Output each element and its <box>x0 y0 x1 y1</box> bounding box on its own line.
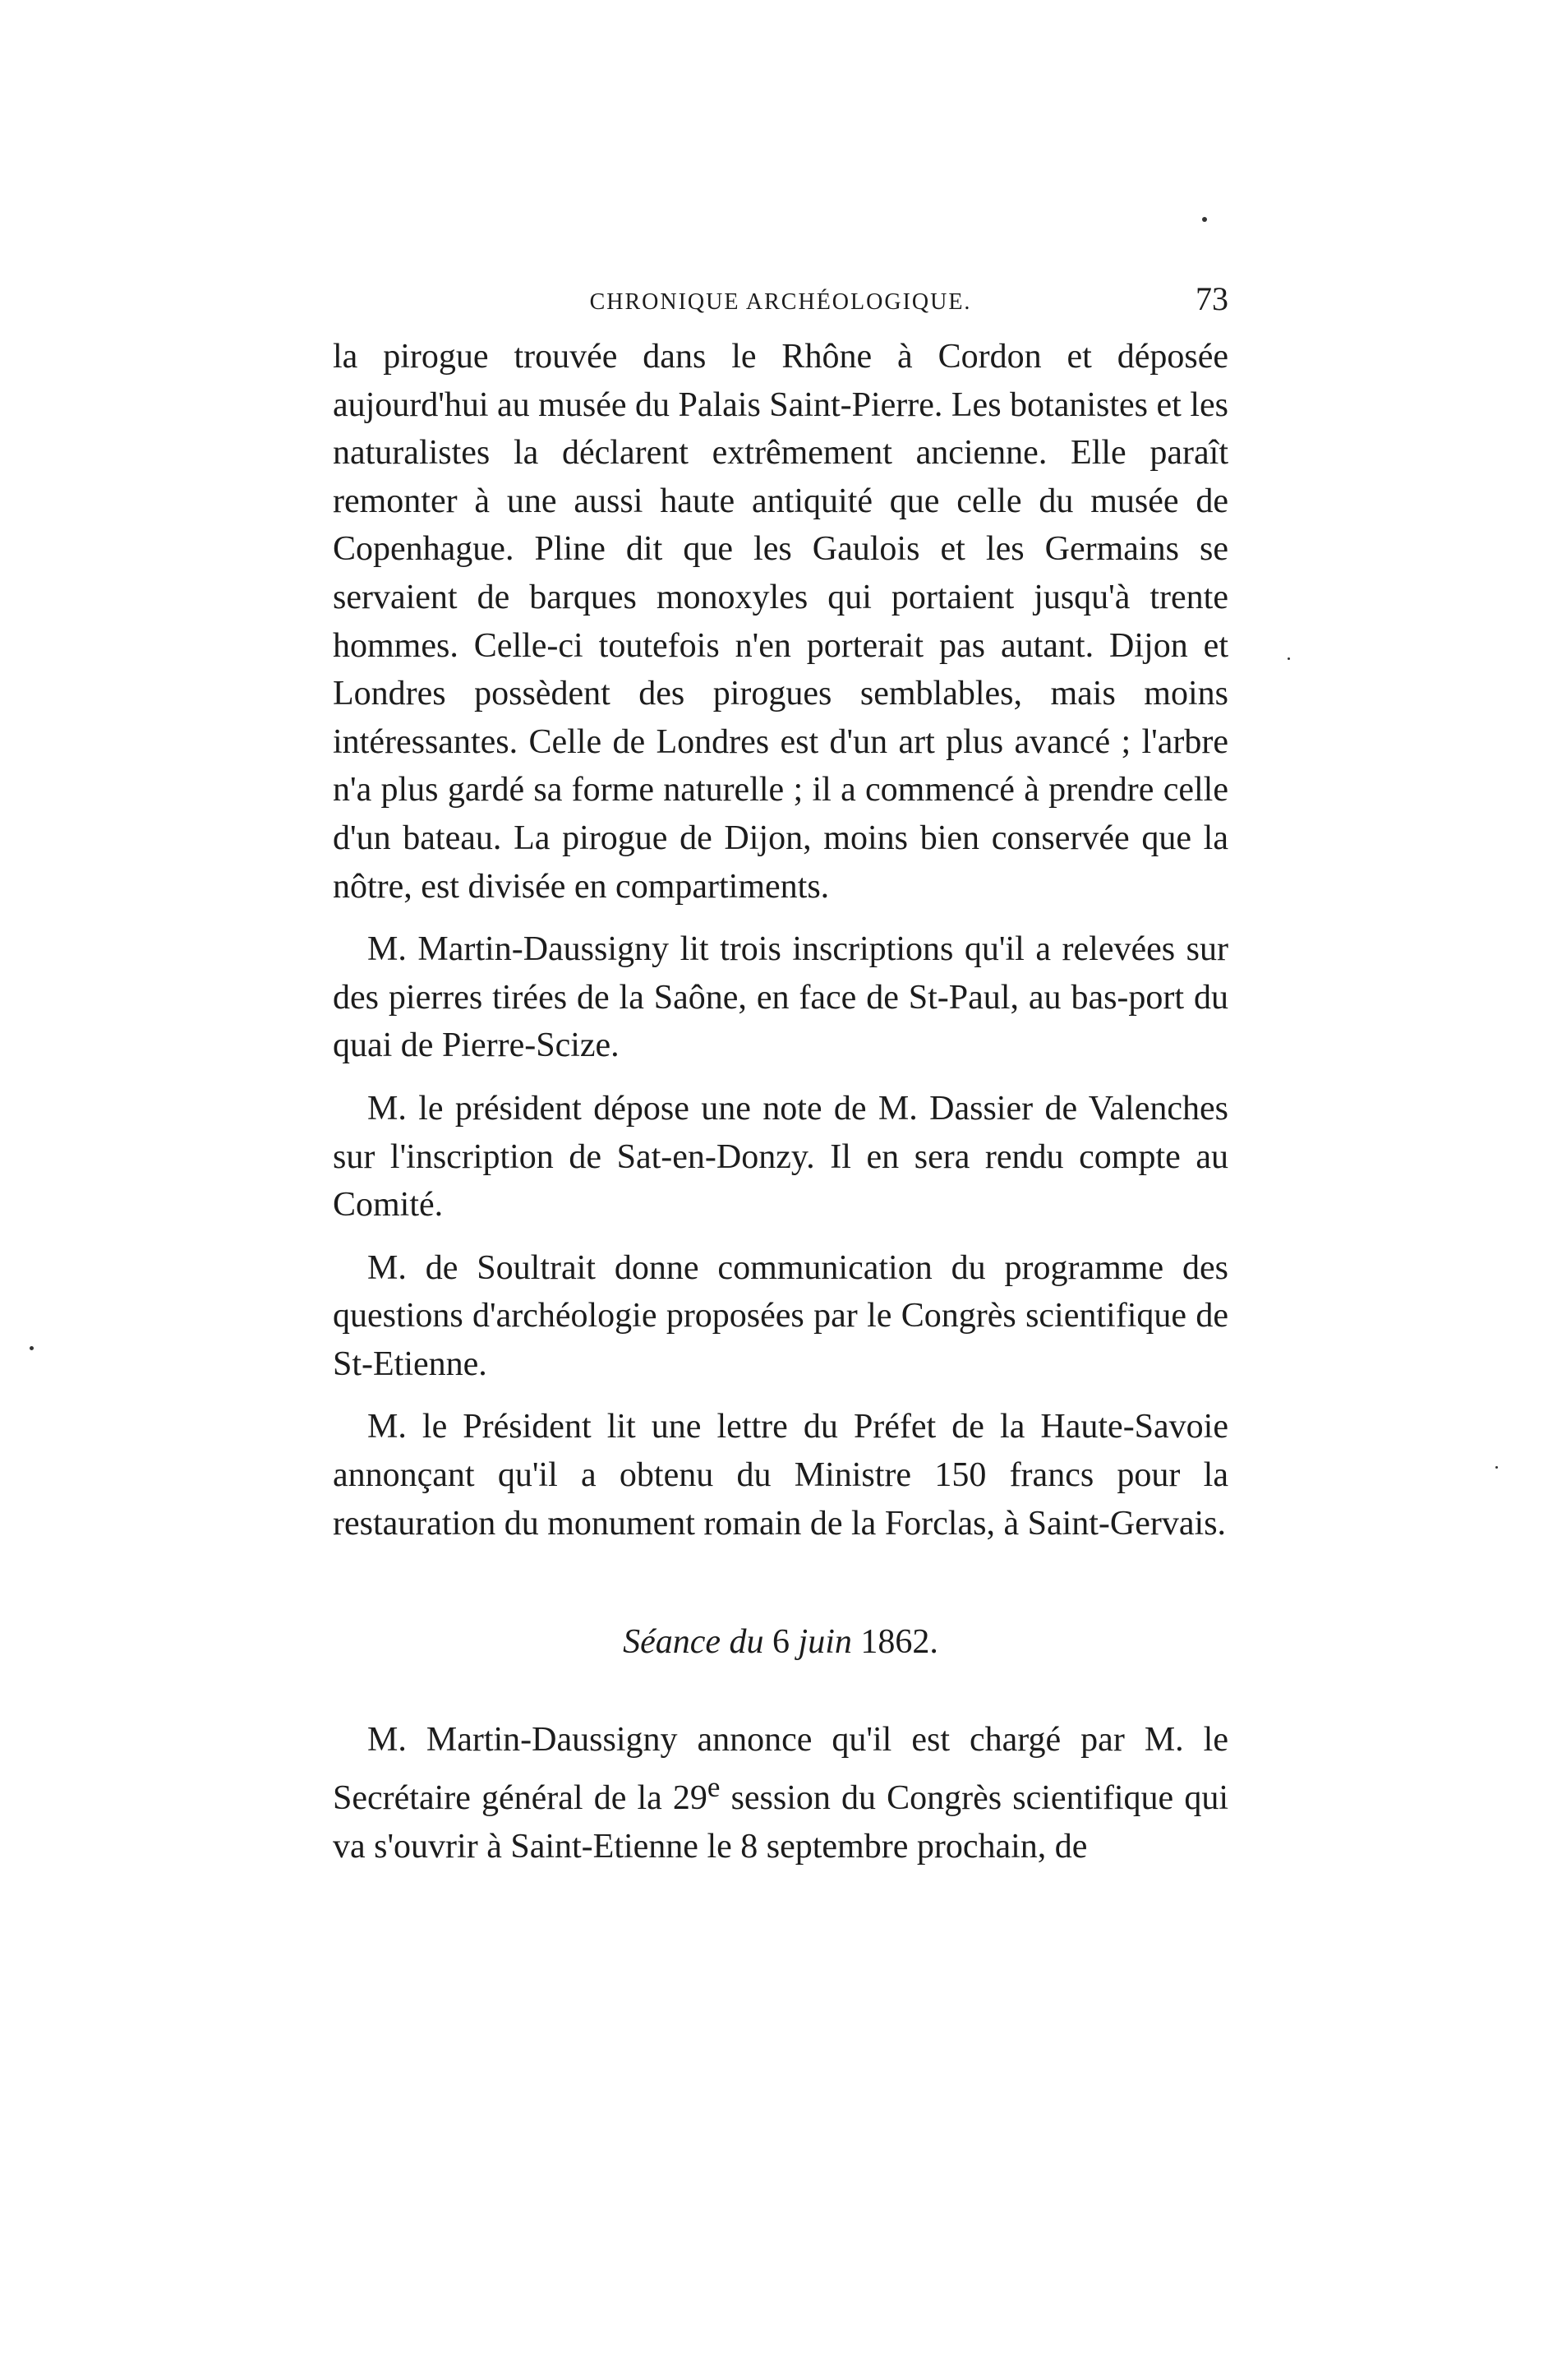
page-number: 73 <box>1196 280 1228 317</box>
paper-speck <box>30 1346 34 1350</box>
section-paragraph <box>333 1716 1228 1871</box>
paragraph-inscriptions: M. Martin-Daussigny lit trois inscriptions qu'il a relevées sur des pierres tirées de la Saône, en face de St-Paul, au bas-port du quai de Pierre-Scize. <box>333 930 1228 1065</box>
section-heading-year: 1862. <box>860 1623 938 1662</box>
paper-speck <box>1288 657 1290 660</box>
ordinal-superscript: e <box>707 1771 721 1804</box>
paragraph-president-letter: M. le Président lit une lettre du Préfet de la Haute-Savoie annonçant qu'il a obtenu du Ministre 150 francs pour la restauration du monument romain de la Forclas, à Saint-Gervais. <box>333 1408 1228 1543</box>
running-header <box>333 279 1228 329</box>
continuation-paragraph: la pirogue trouvée dans le Rhône à Cordon et déposée aujourd'hui au musée du Palais Saint-Pierre. Les botanistes et les naturalistes la déclarent extrêmement ancienne. Elle paraît remonter à une aussi haute antiquité que celle du musée de Copenhague. Pline dit que les Gaulois et les Germains se servaient de barques monoxyles qui portaient jusqu'à trente hommes. Celle-ci toutefois n'en porterait pas autant. Dijon et Londres possèdent des pirogues semblables, mais moins intéressantes. Celle de Londres est d'un art plus avancé ; l'arbre n'a plus gardé sa forme naturelle ; il a commencé à prendre celle d'un bateau. La pirogue de Dijon, moins bien conservée que la nôtre, est divisée en compartiments. <box>333 338 1228 906</box>
body-text <box>333 333 1228 1871</box>
paragraph-note-dassier: M. le président dépose une note de M. Dassier de Valenches sur l'inscription de Sat-en-Donzy. Il en sera rendu compte au Comité. <box>333 1089 1228 1225</box>
section-heading-month: juin <box>798 1623 852 1662</box>
section-heading-prefix: Séance du <box>623 1623 764 1662</box>
section-heading <box>333 1618 1228 1667</box>
running-title: CHRONIQUE ARCHÉOLOGIQUE. <box>589 289 972 315</box>
section-paragraph-text-end: session du Congrès scientifique qui va s'ouvrir à Saint-Etienne le 8 septembre prochain, de <box>333 1779 1228 1866</box>
paper-speck <box>1202 217 1207 222</box>
section-paragraph-text-start: M. Martin-Daussigny annonce qu'il est chargé par M. le Secrétaire général de la 29 <box>333 1720 1228 1818</box>
paragraph-soultrait: M. de Soultrait donne communication du programme des questions d'archéologie proposées par le Congrès scientifique de St-Etienne. <box>333 1248 1228 1383</box>
paper-speck <box>1495 1466 1498 1469</box>
section-heading-day: 6 <box>772 1623 790 1662</box>
